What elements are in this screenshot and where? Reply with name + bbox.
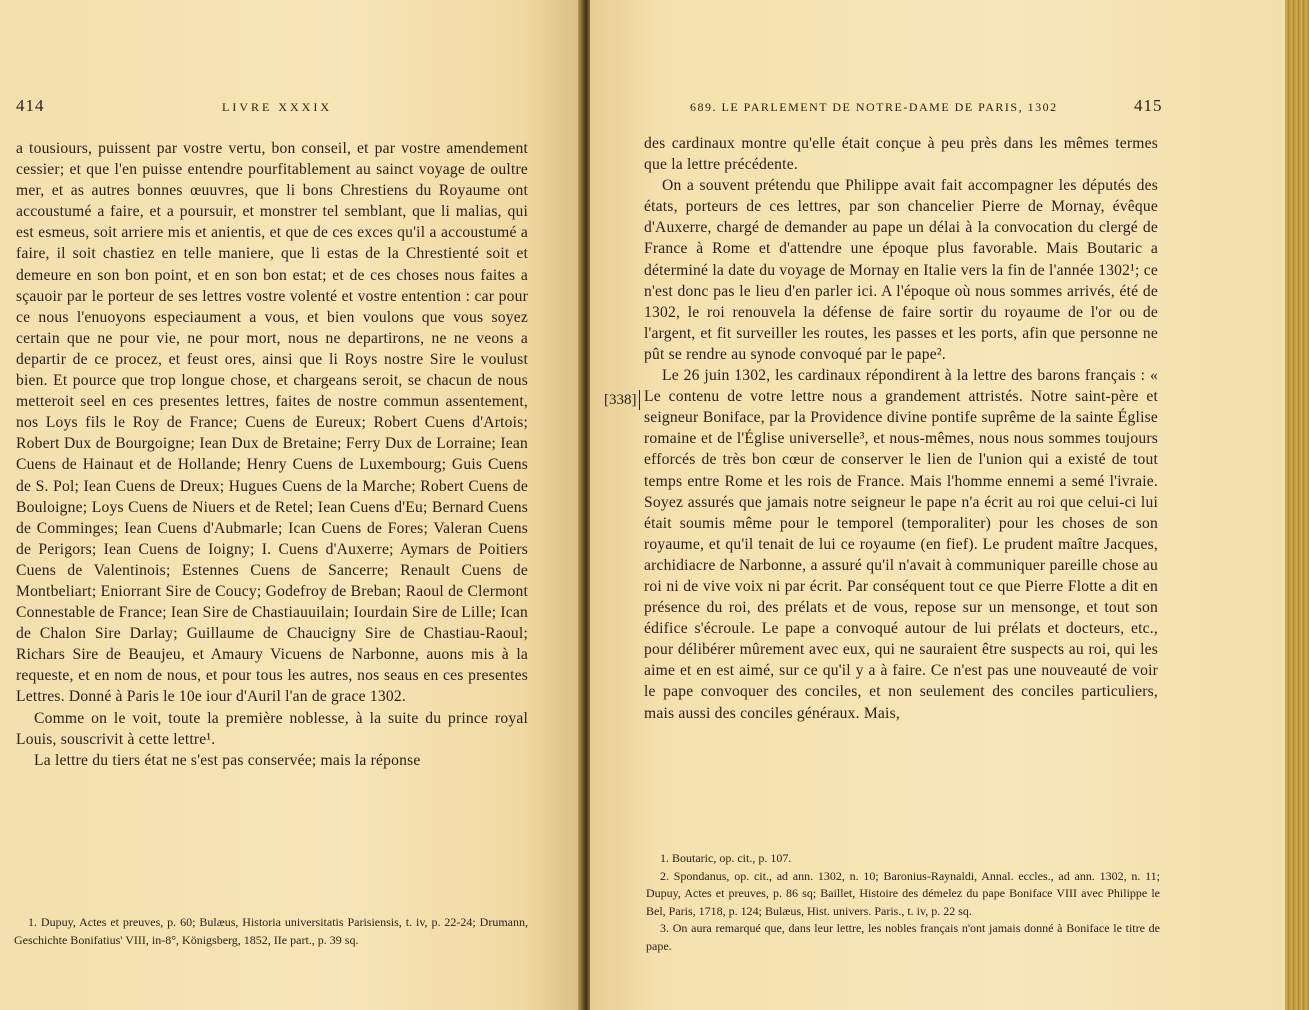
right-running-head: 689. LE PARLEMENT DE NOTRE-DAME DE PARIS, 1302 (690, 100, 1058, 114)
right-paragraph-1: des cardinaux montre qu'elle était conçue à peu près dans les mêmes termes que la lettre précédente. (644, 135, 1158, 174)
left-page-number: 414 (16, 96, 45, 115)
right-paragraph-2: On a souvent prétendu que Philippe avait fait accompagner les députés des états, porteurs de ces lettres, par son chancelier Pierre de Mornay, évêque d'Auxerre, chargé de demander au pape un délai à la convocation du clergé de France à Rome et d'attendre une époque plus favorable. Mais Boutaric a déterminé la date du voyage de Mornay en Italie vers la fin de l'année 1302¹; ce n'est donc pas le lieu d'en parler ici. A l'époque où nous sommes arrivés, été de 1302, le roi renouvela la défense de faire sortir du royaume de l'or ou de l'argent, et fit surveiller les routes, les passes et les ports, afin que personne ne pût se rendre au synode convoqué par le pape². (644, 177, 1158, 363)
left-footnote-1: 1. Dupuy, Actes et preuves, p. 60; Bulæus, Historia universitatis Parisiensis, t. iv, p. 22-24; Drumann, Geschichte Bonifatius' VIII, in-8°, Königsberg, 1852, IIe part., p. 39 sq. (14, 915, 528, 947)
margin-page-marker: [338] (604, 390, 640, 410)
right-footnote-3: 3. On aura remarqué que, dans leur lettre, les nobles français n'ont jamais donné à Boniface le titre de pape. (646, 921, 1160, 953)
right-paragraph-3: Le 26 juin 1302, les cardinaux répondirent à la lettre des barons français : « Le contenu de votre lettre nous a grandement attristés. Notre saint-père et seigneur Boniface, par la Providence divine pontife suprême de la sainte Église romaine et de l'Église universelle³, et nous-mêmes, nous nous sommes toujours efforcés de très bon cœur de conserver le lien de l'union qui a existé de tout temps entre Rome et les rois de France. Mais l'homme ennemi a semé l'ivraie. Soyez assurés que jamais notre seigneur le pape n'a écrit au roi que celui-ci lui était soumis même pour le temporel (temporaliter) pour les choses de son royaume, et qu'il tenait de lui ce royaume (en fief). Le prudent maître Jacques, archidiacre de Narbonne, a assuré qu'il n'avait à communiquer pareille chose au roi ni de vive voix ni par écrit. Par conséquent tout ce que Pierre Flotte a dit en présence du roi, des prélats et de vous, repose sur un mensonge, et tout son édifice s'écroule. Le pape a convoqué autour de lui prélats et docteurs, etc., pour délibérer mûrement avec eux, qui ne sauraient être suspects au roi, qui les aime et en est aimé, sur ce qu'il y a à faire. Ce n'est pas une nouveauté de voir le pape convoquer des conciles, et non seulement des conciles particuliers, mais aussi des conciles généraux. Mais, (644, 367, 1158, 722)
left-page (0, 0, 582, 1010)
right-footnote-2: 2. Spondanus, op. cit., ad ann. 1302, n. 10; Baronius-Raynaldi, Annal. eccles., ad ann. 1302, n. 11; Dupuy, Actes et preuves, p. 86 sq; Baillet, Histoire des démelez du pape Boniface VIII avec Philippe le Bel, Paris, 1718, p. 124; Bulæus, Hist. univers. Paris., t. iv, p. 22 sq. (646, 868, 1160, 918)
page-edges (1285, 0, 1309, 1010)
left-footnotes (14, 914, 528, 949)
left-running-head: LIVRE XXXIX (222, 100, 332, 114)
right-page (590, 0, 1287, 1010)
left-paragraph-2: Comme on le voit, toute la première noblesse, à la suite du prince royal Louis, souscrivit à cette lettre¹. (16, 709, 528, 748)
right-footnotes (646, 850, 1160, 955)
right-footnote-1: 1. Boutaric, op. cit., p. 107. (660, 851, 792, 865)
right-page-number: 415 (1134, 96, 1163, 115)
left-paragraph-1: a tousiours, puissent par vostre vertu, bon conseil, et par vostre amendement cessier; et que l'en puisse entendre pourfitablement au sainct voyage de oultre mer, et as autres bonnes œuuvres, que li bons Chrestiens du Royaume ont accoustumé a faire, et a poursuir, et monstrer tel semblant, que li malias, qui est esmeus, soit arriere mis et anientis, et que de ces exces qu'il a accoustumé a faire, il soit chastiez en telle maniere, que li estas de la Chrestienté soit et demeure en son bon point, et en son bon estat; et de ces choses nous faites a sçauoir par le porteur de ses lettres vostre volenté et vostre entention : car pour ce nous l'enuoyons especiaument a vous, et bien voulons que vous soyez certain que ne pour vie, ne pour mort, nous ne departirons, ne ne veons a departir de ce procez, et feust ores, ainsi que li Roys nostre Sire le voulust bien. Et pource que trop longue chose, et chargeans seroit, se chacun de nous metteroit seel en ces presentes lettres, faites de nostre commun assentement, nos Loys fils le Roy de France; Cuens de Eureux; Robert Cuens d'Artois; Robert Dux de Bourgoigne; Iean Dux de Bretaine; Ferry Dux de Lorraine; Iean Cuens de Hainaut et de Hollande; Henry Cuens de Luxembourg; Guis Cuens de S. Pol; Iean Cuens de Dreux; Hugues Cuens de la Marche; Robert Cuens de Bouloigne; Loys Cuens de Niuers et de Retel; Iean Cuens d'Eu; Bernard Cuens de Comminges; Iean Cuens d'Aubmarle; Ican Cuens de Fores; Valeran Cuens de Perigors; Iean Cuens de Ioigny; I. Cuens d'Auxerre; Aymars de Poitiers Cuens de Valentinois; Estennes Cuens de Sancerre; Renault Cuens de Montbeliart; Eniorrant Sire de Coucy; Godefroy de Breban; Raoul de Clermont Connestable de France; Iean Sire de Chastiauuilain; Iourdain Sire de Lille; Ican de Chalon Sire Darlay; Guillaume de Chaucigny Sire de Chastiau-Raoul; Richars Sire de Beaujeu, et Amaury Vicuens de Narbonne, auons mis à la requeste, et en nom de nous, et pour tous les autres, nos seaus en ces presentes Lettres. Donné à Paris le 10e iour d'Auril l'an de grace 1302. (16, 140, 528, 706)
left-body (16, 138, 528, 771)
right-body (644, 133, 1158, 724)
left-paragraph-3: La lettre du tiers état ne s'est pas conservée; mais la réponse (34, 751, 421, 769)
